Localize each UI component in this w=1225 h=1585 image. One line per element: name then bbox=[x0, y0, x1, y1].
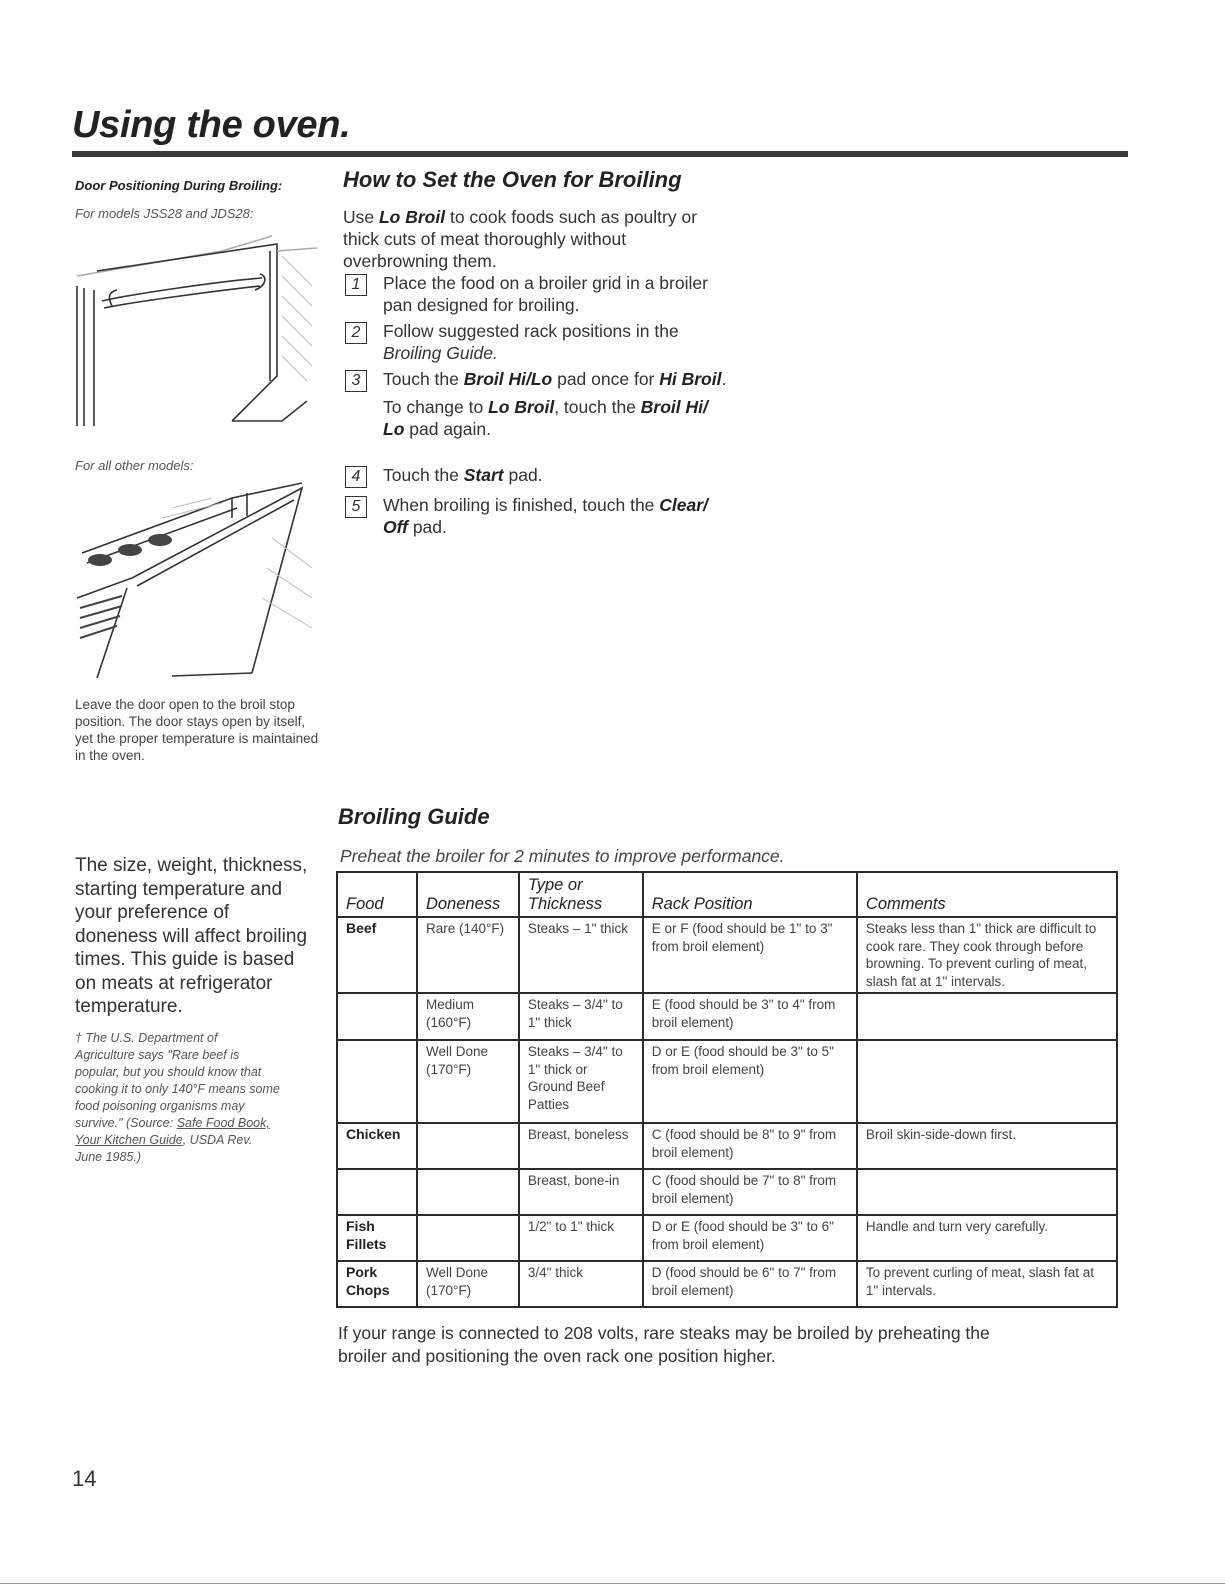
cell-rack: D or E (food should be 3" to 5" from broil element) bbox=[643, 1040, 857, 1123]
cell-comments: Steaks less than 1" thick are difficult to cook rare. They cook through before browning. To prevent curling of meat, slash fat at 1" intervals. bbox=[857, 917, 1117, 993]
cell-type: Breast, boneless bbox=[519, 1123, 643, 1169]
footnote-source-title: Safe Food Book, Your Kitchen Guide bbox=[75, 1116, 270, 1147]
cell-comments: To prevent curling of meat, slash fat at 1" intervals. bbox=[857, 1261, 1117, 1307]
cell-rack: D or E (food should be 3" to 6" from broil element) bbox=[643, 1215, 857, 1261]
broil-intro bbox=[343, 206, 723, 272]
broil-section-title: How to Set the Oven for Broiling bbox=[343, 167, 682, 192]
step-4-start: Start bbox=[463, 465, 504, 485]
broiling-times-sidebar: The size, weight, thickness, starting temperature and your preference of doneness will affect broiling times. This guide is based on meats at refrigerator temperature. bbox=[75, 855, 308, 1017]
cell-rack: C (food should be 7" to 8" from broil element) bbox=[643, 1169, 857, 1215]
footnote-text: † The U.S. Department of Agriculture says "Rare beef is popular, but you should know that cooking it to only 140°F means some food poisoning organisms may survive." (Source: bbox=[75, 1031, 280, 1130]
step-3-hi-broil: Hi Broil bbox=[659, 369, 722, 389]
title-rule bbox=[72, 151, 1128, 157]
step-5-pre: When broiling is finished, touch the bbox=[383, 495, 660, 515]
step-number-4: 4 bbox=[345, 466, 367, 488]
oven-door-illustration-1 bbox=[72, 226, 317, 436]
208-volts-note: If your range is connected to 208 volts, rare steaks may be broiled by preheating the broiler and positioning the oven rack one position higher. bbox=[338, 1323, 990, 1366]
header-rack-position: Rack Position bbox=[643, 872, 857, 917]
step-number-2: 2 bbox=[345, 322, 367, 344]
table-row bbox=[337, 1123, 1117, 1169]
step-3-lo-broil: Lo Broil bbox=[488, 397, 555, 417]
cell-food: Pork Chops bbox=[337, 1261, 417, 1307]
cell-rack: E or F (food should be 1" to 3" from broil element) bbox=[643, 917, 857, 993]
step-text-2 bbox=[383, 320, 728, 364]
table-header-row bbox=[337, 872, 1117, 917]
cell-doneness: Rare (140°F) bbox=[417, 917, 519, 993]
usda-footnote bbox=[75, 1030, 280, 1166]
cell-food: Fish Fillets bbox=[337, 1215, 417, 1261]
broiling-guide-title: Broiling Guide bbox=[338, 804, 490, 829]
cell-food: Chicken bbox=[337, 1123, 417, 1169]
step-3-change bbox=[383, 396, 728, 440]
step-5-post: pad. bbox=[407, 517, 447, 537]
page-number: 14 bbox=[72, 1466, 97, 1491]
step-text-3 bbox=[383, 368, 728, 440]
step-3-change-mid: , touch the bbox=[554, 397, 641, 417]
table-row bbox=[337, 917, 1117, 993]
cell-comments bbox=[857, 1040, 1117, 1123]
cell-food: Beef bbox=[337, 917, 417, 993]
cell-comments: Broil skin-side-down first. bbox=[857, 1123, 1117, 1169]
step-3-change-post: pad again. bbox=[404, 419, 491, 439]
table-row bbox=[337, 993, 1117, 1040]
cell-rack: C (food should be 8" to 9" from broil element) bbox=[643, 1123, 857, 1169]
cell-comments bbox=[857, 1169, 1117, 1215]
step-number-1: 1 bbox=[345, 274, 367, 296]
cell-comments: Handle and turn very carefully. bbox=[857, 1215, 1117, 1261]
cell-type: 1/2" to 1" thick bbox=[519, 1215, 643, 1261]
intro-post: to cook foods such as poultry or thick cuts of meat thoroughly without overbrowning them. bbox=[343, 207, 698, 271]
intro-pre: Use bbox=[343, 207, 379, 227]
header-comments: Comments bbox=[857, 872, 1117, 917]
step-3-broil-hilo: Broil Hi/Lo bbox=[463, 369, 553, 389]
step-5-clear-off: Clear/ Off bbox=[383, 495, 708, 537]
cell-food bbox=[337, 993, 417, 1040]
door-position-note: Leave the door open to the broil stop position. The door stays open by itself, yet the proper temperature is maintained in the oven. bbox=[75, 697, 319, 763]
table-row bbox=[337, 1261, 1117, 1307]
step-number-3: 3 bbox=[345, 370, 367, 392]
door-models-caption-2: For all other models: bbox=[75, 458, 194, 473]
cell-doneness: Well Done (170°F) bbox=[417, 1261, 519, 1307]
table-row bbox=[337, 1215, 1117, 1261]
cell-doneness bbox=[417, 1169, 519, 1215]
step-number-5: 5 bbox=[345, 496, 367, 518]
step-3-mid: pad once for bbox=[552, 369, 660, 389]
door-positioning-heading: Door Positioning During Broiling: bbox=[75, 178, 283, 193]
cell-comments bbox=[857, 993, 1117, 1040]
oven-door-illustration-2 bbox=[72, 478, 317, 683]
step-3-post: . bbox=[721, 369, 727, 389]
cell-type: Breast, bone-in bbox=[519, 1169, 643, 1215]
step-4-post: pad. bbox=[503, 465, 543, 485]
step-4-pre: Touch the bbox=[383, 465, 464, 485]
header-doneness: Doneness bbox=[417, 872, 519, 917]
step-text-1: Place the food on a broiler grid in a broiler pan designed for broiling. bbox=[383, 273, 708, 315]
cell-doneness: Medium (160°F) bbox=[417, 993, 519, 1040]
step-3-pre: Touch the bbox=[383, 369, 464, 389]
cell-doneness bbox=[417, 1123, 519, 1169]
preheat-note: Preheat the broiler for 2 minutes to improve performance. bbox=[340, 846, 785, 866]
cell-doneness: Well Done (170°F) bbox=[417, 1040, 519, 1123]
table-row bbox=[337, 1040, 1117, 1123]
cell-type: 3/4" thick bbox=[519, 1261, 643, 1307]
broiling-guide-table bbox=[336, 871, 1118, 1308]
step-3-change-pre: To change to bbox=[383, 397, 489, 417]
cell-food bbox=[337, 1040, 417, 1123]
step-2-main: Follow suggested rack positions in the bbox=[383, 321, 679, 341]
footnote-tail: , USDA Rev. June 1985.) bbox=[75, 1133, 253, 1164]
step-text-4 bbox=[383, 464, 728, 486]
cell-type: Steaks – 3/4" to 1" thick or Ground Beef Patties bbox=[519, 1040, 643, 1123]
intro-lo-broil: Lo Broil bbox=[378, 207, 446, 227]
cell-food bbox=[337, 1169, 417, 1215]
page-title: Using the oven. bbox=[72, 104, 351, 146]
header-food: Food bbox=[337, 872, 417, 917]
step-2-sub: Broiling Guide. bbox=[383, 343, 498, 363]
cell-type: Steaks – 1" thick bbox=[519, 917, 643, 993]
cell-rack: D (food should be 6" to 7" from broil element) bbox=[643, 1261, 857, 1307]
header-type-thickness: Type or Thickness bbox=[519, 872, 643, 917]
door-models-caption-1: For models JSS28 and JDS28: bbox=[75, 206, 254, 221]
step-text-5 bbox=[383, 494, 728, 538]
bottom-rule bbox=[0, 1583, 1225, 1584]
step-3-broil-hilo-2: Broil Hi/ Lo bbox=[383, 397, 708, 439]
table-row bbox=[337, 1169, 1117, 1215]
cell-doneness bbox=[417, 1215, 519, 1261]
cell-rack: E (food should be 3" to 4" from broil element) bbox=[643, 993, 857, 1040]
cell-type: Steaks – 3/4" to 1" thick bbox=[519, 993, 643, 1040]
